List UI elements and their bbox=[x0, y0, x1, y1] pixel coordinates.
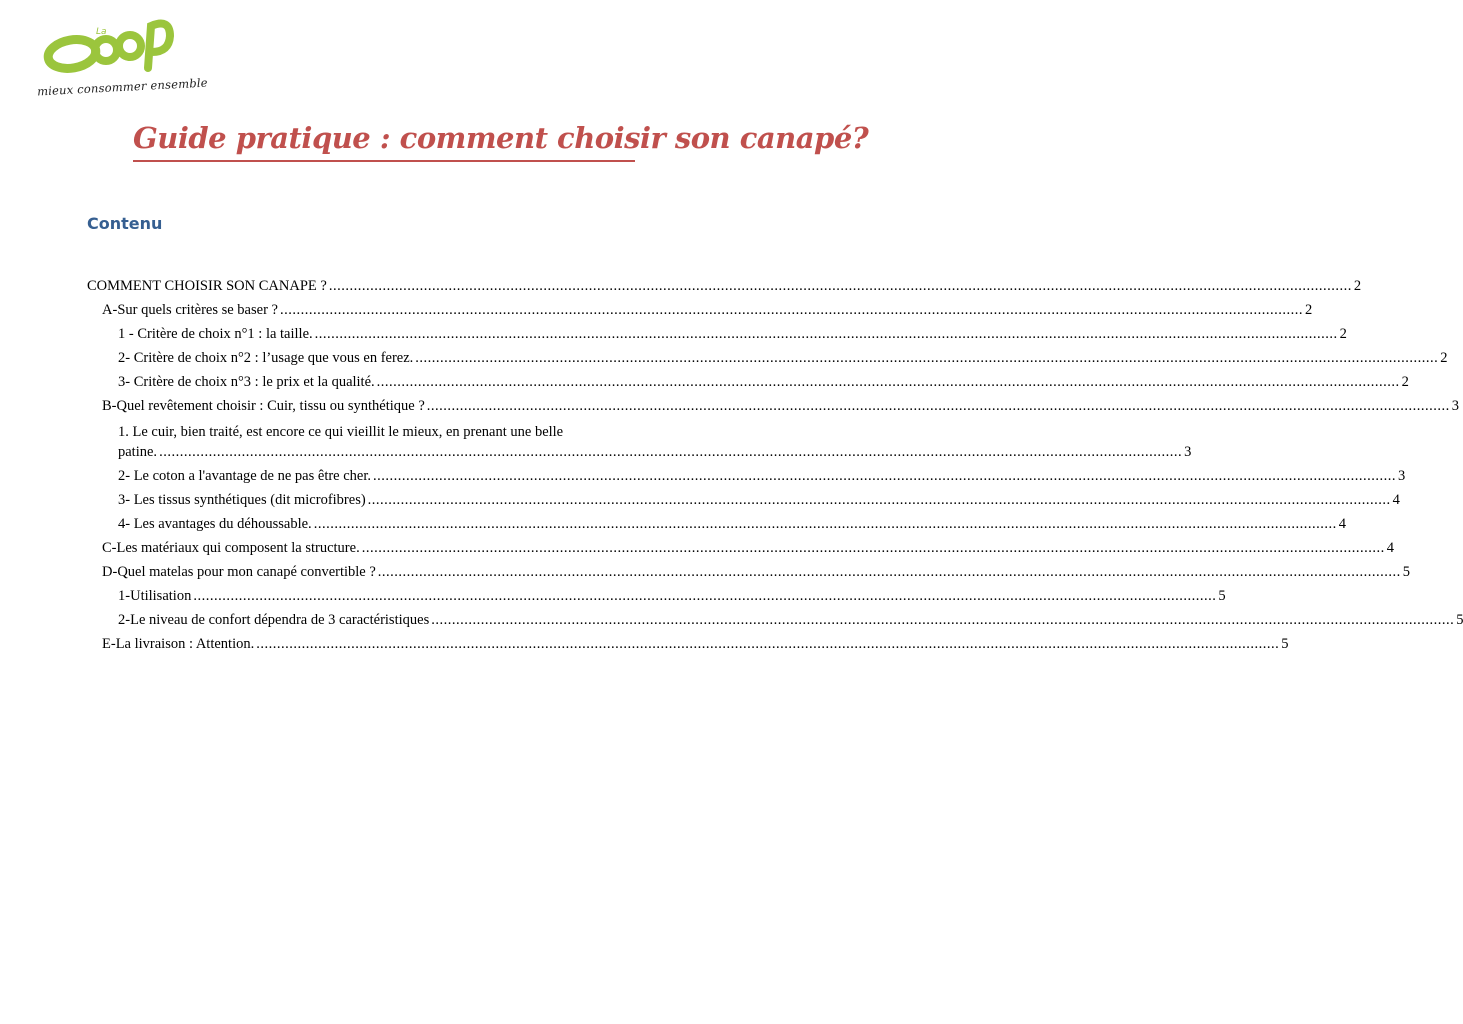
toc-entry[interactable] bbox=[87, 515, 1346, 534]
toc-page-number: 5 bbox=[1281, 636, 1289, 652]
dot-leader bbox=[362, 539, 1385, 558]
toc-page-number: 3 bbox=[1398, 468, 1406, 484]
toc-entry[interactable] bbox=[87, 325, 1347, 344]
toc-entry-prefix: E- bbox=[102, 636, 116, 652]
toc-entry-prefix: B- bbox=[102, 398, 117, 414]
dot-leader bbox=[256, 635, 1279, 654]
toc-entry-text-continued: patine. bbox=[118, 444, 158, 460]
toc-entry-prefix: 1- bbox=[118, 588, 131, 604]
dot-leader bbox=[314, 515, 1337, 534]
toc-entry[interactable] bbox=[87, 349, 1448, 368]
toc-entry-text: COMMENT CHOISIR SON CANAPE ? bbox=[87, 278, 327, 294]
dot-leader bbox=[315, 325, 1338, 344]
toc-entry-prefix: 2- bbox=[118, 612, 131, 628]
toc-entry-text: Sur quels critères se baser ? bbox=[117, 302, 278, 318]
toc-entry[interactable] bbox=[87, 443, 1192, 462]
toc-entry[interactable] bbox=[87, 277, 1362, 296]
toc-page-number: 5 bbox=[1402, 564, 1411, 580]
logo-small-text: La bbox=[96, 27, 107, 37]
toc-page-number: 3 bbox=[1184, 444, 1192, 460]
toc-entry[interactable] bbox=[87, 301, 1313, 320]
toc-page-number: 4 bbox=[1386, 540, 1394, 556]
toc-entry-text: 4- Les avantages du déhoussable. bbox=[118, 516, 312, 532]
toc-entry-text: Les matériaux qui composent la structure. bbox=[116, 540, 360, 556]
toc-entry-text: 3- Critère de choix n°3 : le prix et la qualité. bbox=[118, 374, 375, 390]
toc-page-number: 2 bbox=[1440, 350, 1448, 366]
toc-entry-text: Le niveau de confort dépendra de 3 caractéristiques bbox=[130, 612, 430, 628]
toc-entry-prefix: A- bbox=[102, 302, 118, 318]
toc-page-number: 2 bbox=[1304, 302, 1313, 318]
toc-entry-prefix: D- bbox=[102, 564, 118, 580]
dot-leader bbox=[280, 301, 1303, 320]
dot-leader bbox=[159, 443, 1182, 462]
toc-entry[interactable] bbox=[87, 635, 1289, 654]
toc-page-number: 5 bbox=[1456, 612, 1463, 628]
dot-leader bbox=[193, 587, 1216, 606]
dot-leader bbox=[427, 397, 1450, 416]
toc-page-number: 2 bbox=[1401, 374, 1409, 390]
toc-entry-text: La livraison : Attention. bbox=[115, 636, 255, 652]
dot-leader bbox=[329, 277, 1352, 296]
dot-leader bbox=[368, 491, 1391, 510]
toc-entry-text[interactable]: 1. Le cuir, bien traité, est encore ce qui vieillit le mieux, en prenant une belle bbox=[118, 424, 564, 440]
toc-entry-text: Quel revêtement choisir : Cuir, tissu ou synthétique ? bbox=[116, 398, 425, 414]
toc-page-number: 5 bbox=[1218, 588, 1226, 604]
toc-entry[interactable] bbox=[87, 373, 1409, 392]
toc-entry[interactable] bbox=[87, 491, 1400, 510]
toc-entry-text: Utilisation bbox=[130, 588, 192, 604]
toc-page-number: 2 bbox=[1353, 278, 1362, 294]
toc-entry-text: 2- Critère de choix n°2 : l’usage que vous en ferez. bbox=[118, 350, 414, 366]
toc-heading: Contenu bbox=[87, 214, 163, 233]
toc-entry-prefix: C- bbox=[102, 540, 117, 556]
dot-leader bbox=[373, 467, 1396, 486]
toc-entry[interactable] bbox=[87, 467, 1406, 486]
dot-leader bbox=[415, 349, 1438, 368]
logo-tagline: mieux consommer ensemble bbox=[36, 75, 209, 99]
toc-page-number: 3 bbox=[1451, 398, 1460, 414]
dot-leader bbox=[378, 563, 1401, 582]
toc-entry-text: 2- Le coton a l'avantage de ne pas être cher. bbox=[118, 468, 372, 484]
dot-leader bbox=[377, 373, 1400, 392]
toc-entry-text: 1 - Critère de choix n°1 : la taille. bbox=[118, 326, 313, 342]
page-title: Guide pratique : comment choisir son canapé? bbox=[133, 121, 869, 155]
title-underline bbox=[133, 160, 635, 162]
dot-leader bbox=[431, 611, 1454, 630]
toc-page-number: 4 bbox=[1338, 516, 1346, 532]
toc-entry[interactable] bbox=[87, 539, 1394, 558]
toc-entry[interactable] bbox=[87, 587, 1226, 606]
toc-page-number: 2 bbox=[1339, 326, 1347, 342]
toc-entry-text: 3- Les tissus synthétiques (dit microfibres) bbox=[118, 492, 366, 508]
toc-entry-text: Quel matelas pour mon canapé convertible ? bbox=[117, 564, 376, 580]
toc-entry[interactable] bbox=[87, 397, 1460, 416]
toc-entry[interactable] bbox=[87, 563, 1411, 582]
toc-page-number: 4 bbox=[1392, 492, 1400, 508]
toc-entry[interactable] bbox=[87, 611, 1463, 630]
